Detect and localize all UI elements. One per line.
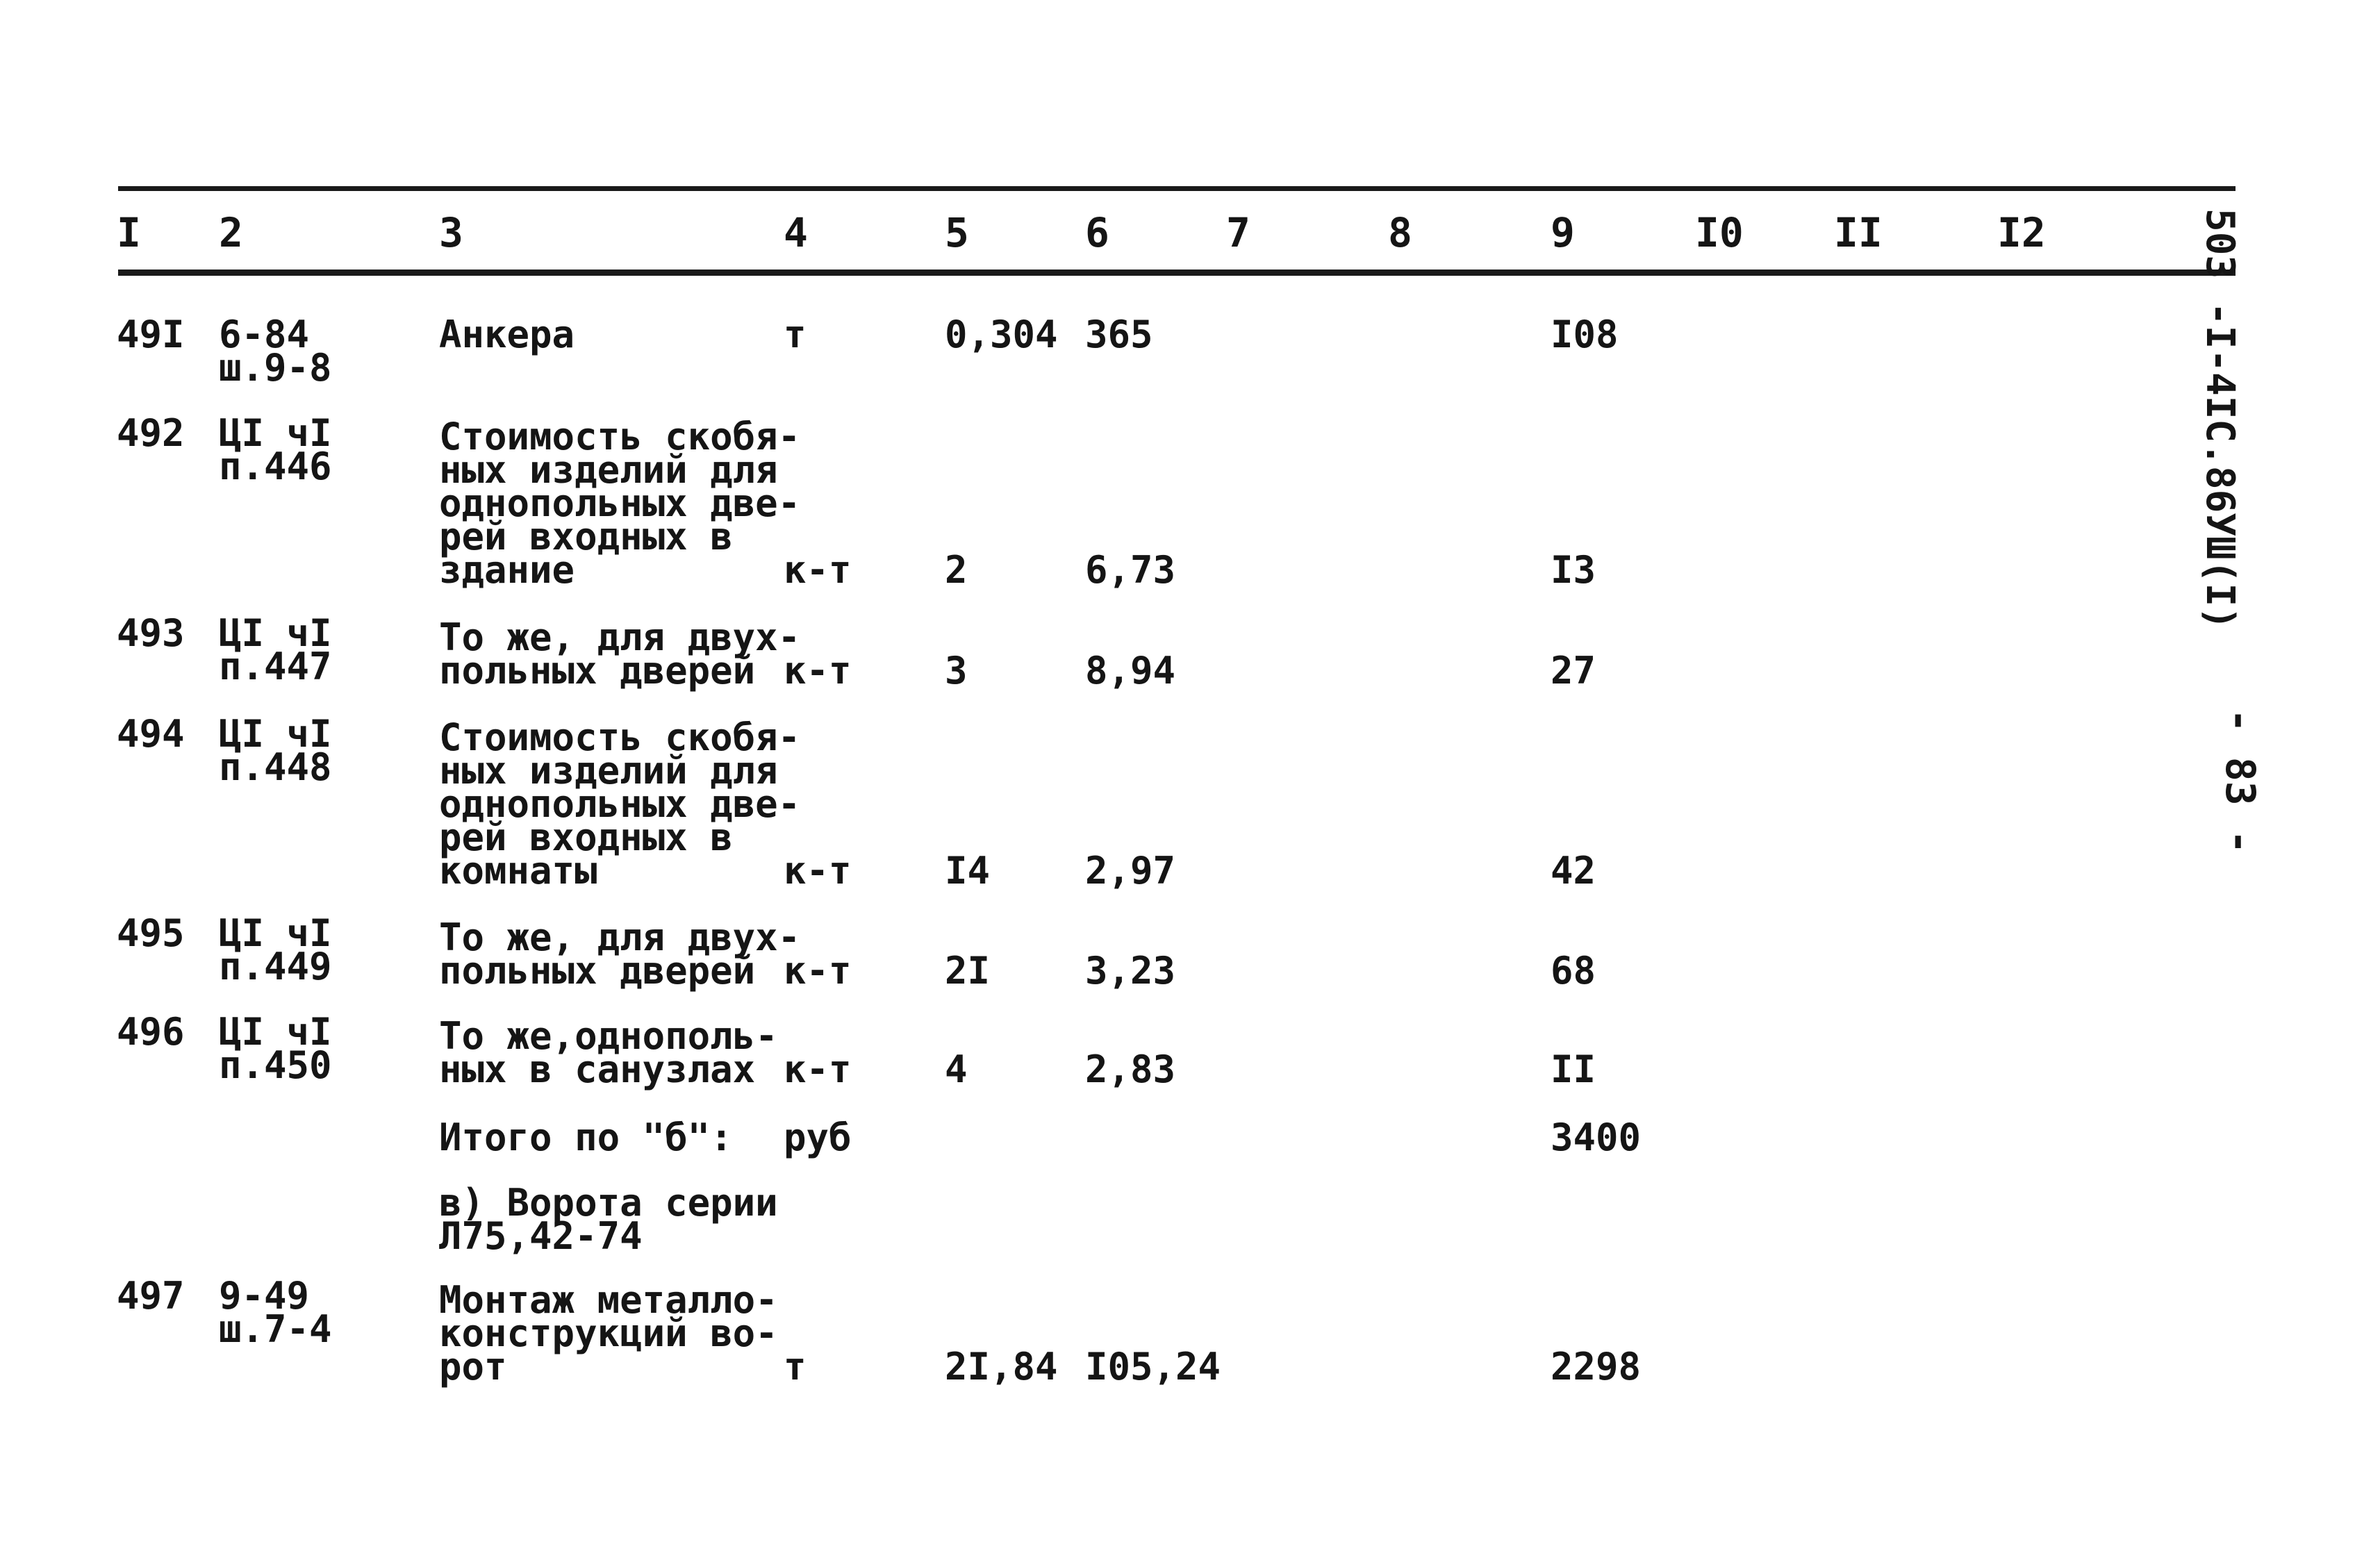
col-header-12: I2	[1997, 209, 2046, 256]
row-no: 495	[117, 911, 185, 955]
subtotal-value: 3400	[1551, 1116, 1642, 1159]
row-code: ЦI чI п.449	[219, 911, 332, 988]
row-total: II	[1551, 1047, 1596, 1091]
row-price: 365	[1085, 313, 1153, 356]
row-code: ЦI чI п.446	[219, 411, 332, 488]
row-qty: 0,304	[945, 313, 1058, 356]
row-code: ЦI чI п.447	[219, 611, 332, 688]
row-price: 8,94	[1085, 649, 1176, 693]
row-unit: к-т	[784, 949, 852, 993]
row-unit: к-т	[784, 548, 852, 592]
row-unit: т	[784, 313, 807, 356]
row-code: 9-49 ш.7-4	[219, 1274, 332, 1351]
row-qty: 2	[945, 548, 968, 592]
col-header-2: 2	[219, 209, 243, 256]
col-header-3: 3	[439, 209, 463, 256]
col-header-1: I	[117, 209, 141, 256]
row-unit: к-т	[784, 649, 852, 693]
row-no: 492	[117, 411, 185, 455]
col-header-7: 7	[1226, 209, 1250, 256]
row-price: 2,83	[1085, 1047, 1176, 1091]
row-total: 68	[1551, 949, 1596, 993]
row-qty: I4	[945, 849, 991, 893]
col-header-11: II	[1834, 209, 1883, 256]
row-no: 496	[117, 1010, 185, 1054]
col-header-9: 9	[1551, 209, 1575, 256]
row-code: ЦI чI п.450	[219, 1010, 332, 1087]
row-name: Стоимость скобя- ных изделий для однопольных две- рей входных в комнаты	[439, 715, 801, 893]
header-rule	[118, 270, 2236, 276]
row-price: I05,24	[1085, 1345, 1221, 1389]
row-unit: т	[784, 1345, 807, 1389]
row-no: 493	[117, 611, 185, 655]
col-header-4: 4	[784, 209, 808, 256]
row-name: То же, для двух- польных дверей	[439, 615, 801, 693]
col-header-10: I0	[1695, 209, 1744, 256]
page-number: - 83 -	[2217, 708, 2264, 854]
row-name: Анкера	[439, 313, 575, 356]
row-no: 497	[117, 1274, 185, 1318]
col-header-8: 8	[1388, 209, 1412, 256]
row-price: 6,73	[1085, 548, 1176, 592]
document-code: 503 -I-4IC.86УШ(I)	[2197, 208, 2242, 630]
row-total: 42	[1551, 849, 1596, 893]
row-unit: к-т	[784, 1047, 852, 1091]
row-name: То же, для двух- польных дверей	[439, 915, 801, 993]
row-name: Монтаж металло- конструкций во- рот	[439, 1278, 778, 1389]
row-qty: 2I	[945, 949, 991, 993]
row-code: 6-84 ш.9-8	[219, 313, 332, 390]
col-header-6: 6	[1085, 209, 1109, 256]
subtotal-label: Итого по "б":	[439, 1116, 733, 1159]
row-name: Стоимость скобя- ных изделий для однопольных две- рей входных в здание	[439, 415, 801, 592]
row-qty: 3	[945, 649, 968, 693]
section-heading: в) Ворота серии Л75,42-74	[439, 1181, 778, 1258]
row-total: I08	[1551, 313, 1619, 356]
row-no: 49I	[117, 313, 185, 356]
row-price: 2,97	[1085, 849, 1176, 893]
row-total: 27	[1551, 649, 1596, 693]
subtotal-unit: руб	[784, 1116, 852, 1159]
top-rule	[118, 186, 2236, 191]
row-name: То же,однополь- ных в санузлах	[439, 1014, 778, 1091]
row-total: I3	[1551, 548, 1596, 592]
row-price: 3,23	[1085, 949, 1176, 993]
row-qty: 4	[945, 1047, 968, 1091]
row-unit: к-т	[784, 849, 852, 893]
col-header-5: 5	[945, 209, 969, 256]
row-qty: 2I,84	[945, 1345, 1058, 1389]
row-total: 2298	[1551, 1345, 1642, 1389]
row-code: ЦI чI п.448	[219, 712, 332, 789]
row-no: 494	[117, 712, 185, 756]
